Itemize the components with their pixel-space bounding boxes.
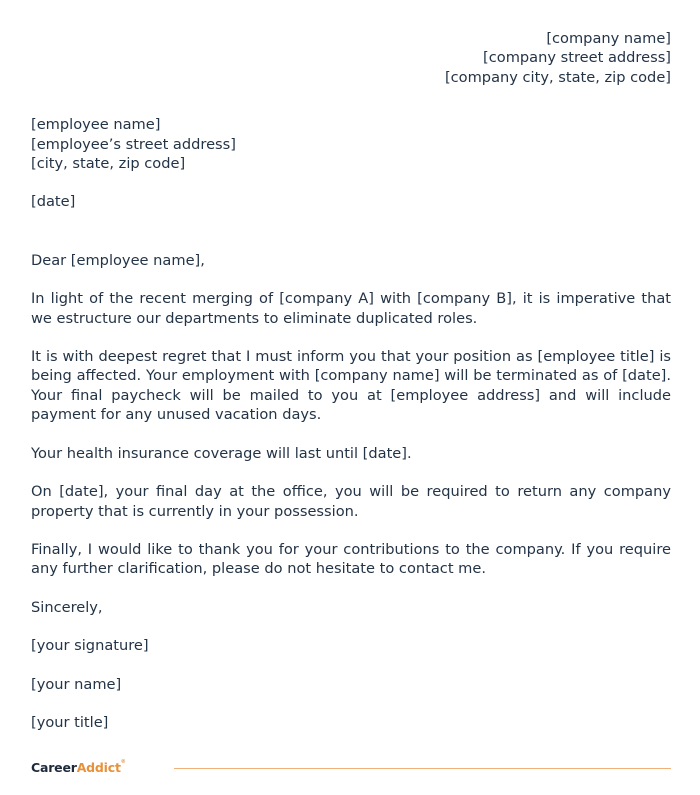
greeting: Dear [employee name], bbox=[31, 251, 205, 269]
paragraph-merger: In light of the recent merging of [company A] with [company B], it is imperative that we estructure our departments to eliminate duplicated roles. bbox=[31, 290, 671, 327]
your-name-placeholder: [your name] bbox=[31, 675, 122, 693]
sender-address bbox=[31, 29, 671, 87]
paragraph-insurance: Your health insurance coverage will last until [date]. bbox=[31, 444, 412, 462]
sender-street-address: [company street address] bbox=[483, 49, 671, 67]
brand-addict: Addict bbox=[76, 760, 121, 775]
footer bbox=[31, 760, 671, 780]
paragraph-return-property: On [date], your final day at the office, you will be required to return any company property that is currently in your possession. bbox=[31, 483, 671, 520]
letter-date: [date] bbox=[31, 193, 76, 211]
brand-career: Career bbox=[31, 760, 77, 775]
letter-body bbox=[31, 29, 671, 732]
footer-divider bbox=[174, 768, 671, 769]
paragraph-termination: It is with deepest regret that I must inform you that your position as [employee title] is being affected. Your employment with [company name] will be terminated as of [date]. Your final paycheck will be mailed to you at [employee address] and will include payment for any unused vacation days. bbox=[31, 348, 671, 424]
sender-company-name: [company name] bbox=[546, 30, 671, 47]
sender-city-state-zip: [company city, state, zip code] bbox=[444, 68, 671, 86]
your-title-placeholder: [your title] bbox=[31, 713, 109, 731]
paragraph-thanks: Finally, I would like to thank you for your contributions to the company. If you require any further clarification, please do not hesitate to contact me. bbox=[31, 540, 671, 578]
recipient-address bbox=[31, 115, 671, 173]
recipient-street-address: [employee’s street address] bbox=[31, 135, 236, 153]
recipient-city-state-zip: [city, state, zip code] bbox=[31, 155, 186, 173]
careeraddict-logo bbox=[31, 760, 126, 775]
signature-placeholder: [your signature] bbox=[31, 637, 149, 655]
registered-mark: ® bbox=[120, 759, 126, 765]
recipient-name: [employee name] bbox=[31, 116, 161, 134]
closing: Sincerely, bbox=[31, 598, 103, 616]
